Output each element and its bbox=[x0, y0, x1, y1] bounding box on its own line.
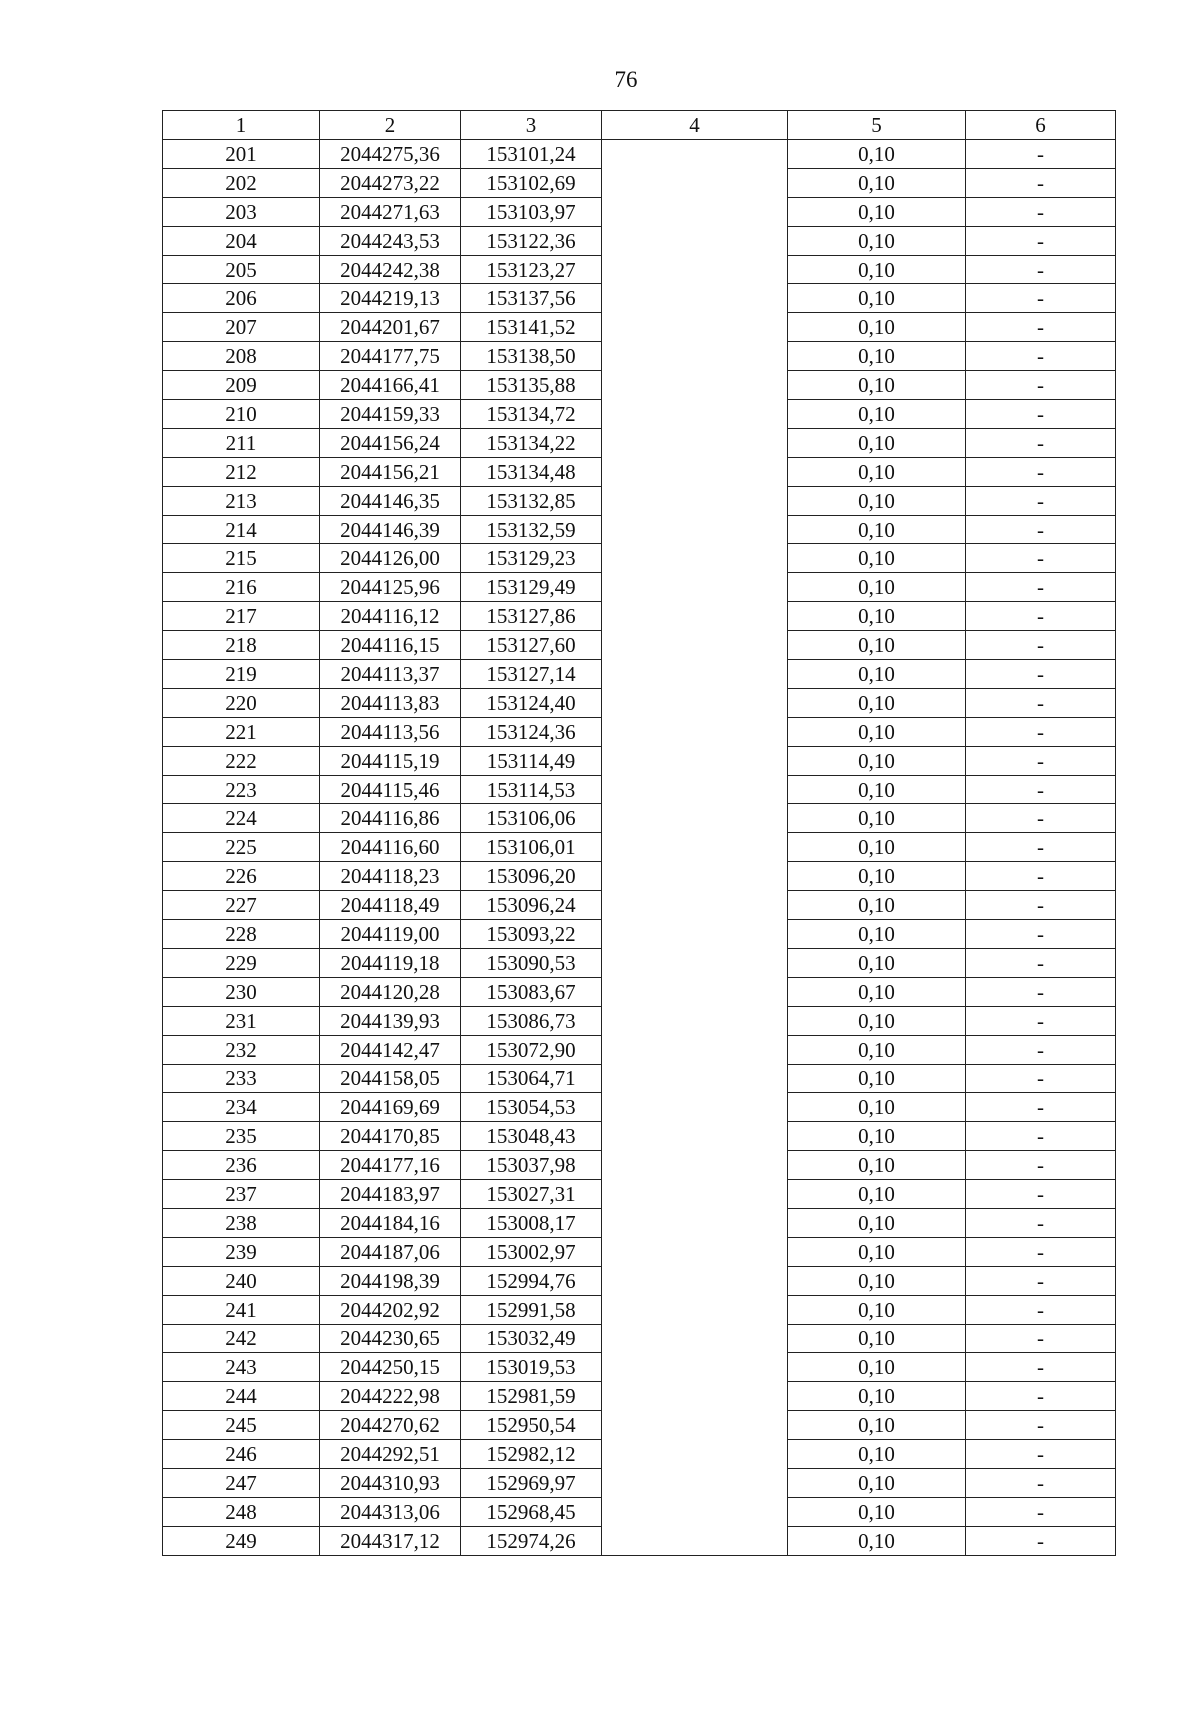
point-number-cell: 203 bbox=[163, 197, 320, 226]
accuracy-cell: 0,10 bbox=[788, 862, 966, 891]
y-coordinate-cell: 152991,58 bbox=[461, 1295, 602, 1324]
point-number-cell: 229 bbox=[163, 948, 320, 977]
note-cell: - bbox=[966, 313, 1116, 342]
x-coordinate-cell: 2044310,93 bbox=[320, 1468, 461, 1497]
y-coordinate-cell: 153114,53 bbox=[461, 775, 602, 804]
x-coordinate-cell: 2044219,13 bbox=[320, 284, 461, 313]
accuracy-cell: 0,10 bbox=[788, 544, 966, 573]
y-coordinate-cell: 153134,72 bbox=[461, 400, 602, 429]
accuracy-cell: 0,10 bbox=[788, 515, 966, 544]
header-row bbox=[163, 111, 1116, 140]
y-coordinate-cell: 152950,54 bbox=[461, 1411, 602, 1440]
coordinates-table bbox=[162, 110, 1116, 1556]
point-number-cell: 210 bbox=[163, 400, 320, 429]
accuracy-cell: 0,10 bbox=[788, 775, 966, 804]
accuracy-cell: 0,10 bbox=[788, 891, 966, 920]
point-number-cell: 213 bbox=[163, 486, 320, 515]
note-cell: - bbox=[966, 1208, 1116, 1237]
y-coordinate-cell: 153083,67 bbox=[461, 977, 602, 1006]
y-coordinate-cell: 153127,86 bbox=[461, 602, 602, 631]
accuracy-cell: 0,10 bbox=[788, 1411, 966, 1440]
accuracy-cell: 0,10 bbox=[788, 486, 966, 515]
x-coordinate-cell: 2044202,92 bbox=[320, 1295, 461, 1324]
x-coordinate-cell: 2044142,47 bbox=[320, 1035, 461, 1064]
note-cell: - bbox=[966, 342, 1116, 371]
y-coordinate-cell: 153103,97 bbox=[461, 197, 602, 226]
point-number-cell: 211 bbox=[163, 428, 320, 457]
point-number-cell: 246 bbox=[163, 1440, 320, 1469]
point-number-cell: 242 bbox=[163, 1324, 320, 1353]
note-cell: - bbox=[966, 1093, 1116, 1122]
point-number-cell: 222 bbox=[163, 746, 320, 775]
x-coordinate-cell: 2044116,12 bbox=[320, 602, 461, 631]
note-cell: - bbox=[966, 428, 1116, 457]
accuracy-cell: 0,10 bbox=[788, 1180, 966, 1209]
column-header-6: 6 bbox=[966, 111, 1116, 140]
note-cell: - bbox=[966, 457, 1116, 486]
y-coordinate-cell: 153008,17 bbox=[461, 1208, 602, 1237]
note-cell: - bbox=[966, 977, 1116, 1006]
note-cell: - bbox=[966, 400, 1116, 429]
point-number-cell: 243 bbox=[163, 1353, 320, 1382]
point-number-cell: 207 bbox=[163, 313, 320, 342]
accuracy-cell: 0,10 bbox=[788, 428, 966, 457]
point-number-cell: 234 bbox=[163, 1093, 320, 1122]
accuracy-cell: 0,10 bbox=[788, 833, 966, 862]
x-coordinate-cell: 2044230,65 bbox=[320, 1324, 461, 1353]
note-cell: - bbox=[966, 862, 1116, 891]
point-number-cell: 230 bbox=[163, 977, 320, 1006]
accuracy-cell: 0,10 bbox=[788, 1440, 966, 1469]
x-coordinate-cell: 2044146,39 bbox=[320, 515, 461, 544]
note-cell: - bbox=[966, 573, 1116, 602]
y-coordinate-cell: 153032,49 bbox=[461, 1324, 602, 1353]
accuracy-cell: 0,10 bbox=[788, 1324, 966, 1353]
x-coordinate-cell: 2044115,46 bbox=[320, 775, 461, 804]
page-number: 76 bbox=[614, 67, 638, 92]
note-cell: - bbox=[966, 920, 1116, 949]
accuracy-cell: 0,10 bbox=[788, 1237, 966, 1266]
note-cell: - bbox=[966, 1006, 1116, 1035]
note-cell: - bbox=[966, 1526, 1116, 1555]
y-coordinate-cell: 153122,36 bbox=[461, 226, 602, 255]
x-coordinate-cell: 2044177,75 bbox=[320, 342, 461, 371]
note-cell: - bbox=[966, 804, 1116, 833]
accuracy-cell: 0,10 bbox=[788, 140, 966, 169]
point-number-cell: 244 bbox=[163, 1382, 320, 1411]
point-number-cell: 212 bbox=[163, 457, 320, 486]
x-coordinate-cell: 2044169,69 bbox=[320, 1093, 461, 1122]
accuracy-cell: 0,10 bbox=[788, 313, 966, 342]
accuracy-cell: 0,10 bbox=[788, 1295, 966, 1324]
point-number-cell: 220 bbox=[163, 688, 320, 717]
x-coordinate-cell: 2044292,51 bbox=[320, 1440, 461, 1469]
point-number-cell: 239 bbox=[163, 1237, 320, 1266]
x-coordinate-cell: 2044159,33 bbox=[320, 400, 461, 429]
y-coordinate-cell: 153101,24 bbox=[461, 140, 602, 169]
note-cell: - bbox=[966, 1497, 1116, 1526]
point-number-cell: 223 bbox=[163, 775, 320, 804]
y-coordinate-cell: 153106,01 bbox=[461, 833, 602, 862]
point-number-cell: 228 bbox=[163, 920, 320, 949]
point-number-cell: 240 bbox=[163, 1266, 320, 1295]
note-cell: - bbox=[966, 891, 1116, 920]
point-number-cell: 245 bbox=[163, 1411, 320, 1440]
note-cell: - bbox=[966, 948, 1116, 977]
accuracy-cell: 0,10 bbox=[788, 717, 966, 746]
note-cell: - bbox=[966, 775, 1116, 804]
accuracy-cell: 0,10 bbox=[788, 1064, 966, 1093]
y-coordinate-cell: 152981,59 bbox=[461, 1382, 602, 1411]
note-cell: - bbox=[966, 544, 1116, 573]
table-header bbox=[163, 111, 1116, 140]
x-coordinate-cell: 2044183,97 bbox=[320, 1180, 461, 1209]
x-coordinate-cell: 2044146,35 bbox=[320, 486, 461, 515]
y-coordinate-cell: 153096,20 bbox=[461, 862, 602, 891]
point-number-cell: 221 bbox=[163, 717, 320, 746]
note-cell: - bbox=[966, 284, 1116, 313]
y-coordinate-cell: 153124,40 bbox=[461, 688, 602, 717]
accuracy-cell: 0,10 bbox=[788, 977, 966, 1006]
note-cell: - bbox=[966, 833, 1116, 862]
x-coordinate-cell: 2044116,15 bbox=[320, 631, 461, 660]
x-coordinate-cell: 2044113,83 bbox=[320, 688, 461, 717]
y-coordinate-cell: 153048,43 bbox=[461, 1122, 602, 1151]
x-coordinate-cell: 2044118,49 bbox=[320, 891, 461, 920]
y-coordinate-cell: 152982,12 bbox=[461, 1440, 602, 1469]
note-cell: - bbox=[966, 631, 1116, 660]
x-coordinate-cell: 2044118,23 bbox=[320, 862, 461, 891]
note-cell: - bbox=[966, 255, 1116, 284]
point-number-cell: 224 bbox=[163, 804, 320, 833]
accuracy-cell: 0,10 bbox=[788, 342, 966, 371]
y-coordinate-cell: 153102,69 bbox=[461, 168, 602, 197]
point-number-cell: 218 bbox=[163, 631, 320, 660]
y-coordinate-cell: 152969,97 bbox=[461, 1468, 602, 1497]
accuracy-cell: 0,10 bbox=[788, 400, 966, 429]
x-coordinate-cell: 2044201,67 bbox=[320, 313, 461, 342]
x-coordinate-cell: 2044184,16 bbox=[320, 1208, 461, 1237]
x-coordinate-cell: 2044113,56 bbox=[320, 717, 461, 746]
point-number-cell: 241 bbox=[163, 1295, 320, 1324]
accuracy-cell: 0,10 bbox=[788, 688, 966, 717]
accuracy-cell: 0,10 bbox=[788, 168, 966, 197]
point-number-cell: 216 bbox=[163, 573, 320, 602]
accuracy-cell: 0,10 bbox=[788, 255, 966, 284]
x-coordinate-cell: 2044187,06 bbox=[320, 1237, 461, 1266]
y-coordinate-cell: 153124,36 bbox=[461, 717, 602, 746]
accuracy-cell: 0,10 bbox=[788, 602, 966, 631]
y-coordinate-cell: 153054,53 bbox=[461, 1093, 602, 1122]
note-cell: - bbox=[966, 746, 1116, 775]
y-coordinate-cell: 153135,88 bbox=[461, 371, 602, 400]
note-cell: - bbox=[966, 1468, 1116, 1497]
y-coordinate-cell: 152974,26 bbox=[461, 1526, 602, 1555]
note-cell: - bbox=[966, 197, 1116, 226]
accuracy-cell: 0,10 bbox=[788, 1497, 966, 1526]
point-number-cell: 249 bbox=[163, 1526, 320, 1555]
note-cell: - bbox=[966, 168, 1116, 197]
note-cell: - bbox=[966, 1122, 1116, 1151]
point-number-cell: 236 bbox=[163, 1151, 320, 1180]
y-coordinate-cell: 153106,06 bbox=[461, 804, 602, 833]
accuracy-cell: 0,10 bbox=[788, 1122, 966, 1151]
y-coordinate-cell: 152994,76 bbox=[461, 1266, 602, 1295]
y-coordinate-cell: 153086,73 bbox=[461, 1006, 602, 1035]
point-number-cell: 208 bbox=[163, 342, 320, 371]
x-coordinate-cell: 2044250,15 bbox=[320, 1353, 461, 1382]
column-header-4: 4 bbox=[602, 111, 788, 140]
point-number-cell: 204 bbox=[163, 226, 320, 255]
point-number-cell: 248 bbox=[163, 1497, 320, 1526]
x-coordinate-cell: 2044125,96 bbox=[320, 573, 461, 602]
table-body bbox=[163, 140, 1116, 1556]
note-cell: - bbox=[966, 371, 1116, 400]
y-coordinate-cell: 153002,97 bbox=[461, 1237, 602, 1266]
note-cell: - bbox=[966, 1266, 1116, 1295]
y-coordinate-cell: 153064,71 bbox=[461, 1064, 602, 1093]
note-cell: - bbox=[966, 602, 1116, 631]
y-coordinate-cell: 153129,49 bbox=[461, 573, 602, 602]
y-coordinate-cell: 153134,22 bbox=[461, 428, 602, 457]
y-coordinate-cell: 153127,14 bbox=[461, 660, 602, 689]
y-coordinate-cell: 153037,98 bbox=[461, 1151, 602, 1180]
point-number-cell: 219 bbox=[163, 660, 320, 689]
note-cell: - bbox=[966, 660, 1116, 689]
point-number-cell: 209 bbox=[163, 371, 320, 400]
accuracy-cell: 0,10 bbox=[788, 631, 966, 660]
point-number-cell: 227 bbox=[163, 891, 320, 920]
y-coordinate-cell: 153141,52 bbox=[461, 313, 602, 342]
point-number-cell: 215 bbox=[163, 544, 320, 573]
accuracy-cell: 0,10 bbox=[788, 948, 966, 977]
x-coordinate-cell: 2044126,00 bbox=[320, 544, 461, 573]
y-coordinate-cell: 153123,27 bbox=[461, 255, 602, 284]
x-coordinate-cell: 2044313,06 bbox=[320, 1497, 461, 1526]
point-number-cell: 237 bbox=[163, 1180, 320, 1209]
note-cell: - bbox=[966, 1440, 1116, 1469]
x-coordinate-cell: 2044139,93 bbox=[320, 1006, 461, 1035]
x-coordinate-cell: 2044113,37 bbox=[320, 660, 461, 689]
x-coordinate-cell: 2044242,38 bbox=[320, 255, 461, 284]
point-number-cell: 247 bbox=[163, 1468, 320, 1497]
x-coordinate-cell: 2044156,21 bbox=[320, 457, 461, 486]
note-cell: - bbox=[966, 1035, 1116, 1064]
note-cell: - bbox=[966, 717, 1116, 746]
x-coordinate-cell: 2044115,19 bbox=[320, 746, 461, 775]
accuracy-cell: 0,10 bbox=[788, 573, 966, 602]
y-coordinate-cell: 153090,53 bbox=[461, 948, 602, 977]
y-coordinate-cell: 153114,49 bbox=[461, 746, 602, 775]
point-number-cell: 201 bbox=[163, 140, 320, 169]
note-cell: - bbox=[966, 688, 1116, 717]
note-cell: - bbox=[966, 1180, 1116, 1209]
y-coordinate-cell: 153132,59 bbox=[461, 515, 602, 544]
point-number-cell: 202 bbox=[163, 168, 320, 197]
y-coordinate-cell: 153134,48 bbox=[461, 457, 602, 486]
accuracy-cell: 0,10 bbox=[788, 226, 966, 255]
accuracy-cell: 0,10 bbox=[788, 1353, 966, 1382]
accuracy-cell: 0,10 bbox=[788, 1151, 966, 1180]
point-number-cell: 217 bbox=[163, 602, 320, 631]
table-row bbox=[163, 140, 1116, 169]
x-coordinate-cell: 2044119,00 bbox=[320, 920, 461, 949]
y-coordinate-cell: 153137,56 bbox=[461, 284, 602, 313]
y-coordinate-cell: 153072,90 bbox=[461, 1035, 602, 1064]
note-cell: - bbox=[966, 1151, 1116, 1180]
accuracy-cell: 0,10 bbox=[788, 746, 966, 775]
x-coordinate-cell: 2044222,98 bbox=[320, 1382, 461, 1411]
note-cell: - bbox=[966, 1411, 1116, 1440]
column-header-3: 3 bbox=[461, 111, 602, 140]
x-coordinate-cell: 2044273,22 bbox=[320, 168, 461, 197]
note-cell: - bbox=[966, 486, 1116, 515]
x-coordinate-cell: 2044177,16 bbox=[320, 1151, 461, 1180]
point-number-cell: 235 bbox=[163, 1122, 320, 1151]
note-cell: - bbox=[966, 226, 1116, 255]
x-coordinate-cell: 2044119,18 bbox=[320, 948, 461, 977]
note-cell: - bbox=[966, 1324, 1116, 1353]
accuracy-cell: 0,10 bbox=[788, 1093, 966, 1122]
y-coordinate-cell: 153096,24 bbox=[461, 891, 602, 920]
note-cell: - bbox=[966, 140, 1116, 169]
point-number-cell: 233 bbox=[163, 1064, 320, 1093]
accuracy-cell: 0,10 bbox=[788, 1382, 966, 1411]
x-coordinate-cell: 2044275,36 bbox=[320, 140, 461, 169]
accuracy-cell: 0,10 bbox=[788, 457, 966, 486]
note-cell: - bbox=[966, 1353, 1116, 1382]
note-cell: - bbox=[966, 1382, 1116, 1411]
accuracy-cell: 0,10 bbox=[788, 1035, 966, 1064]
accuracy-cell: 0,10 bbox=[788, 660, 966, 689]
point-number-cell: 231 bbox=[163, 1006, 320, 1035]
y-coordinate-cell: 153138,50 bbox=[461, 342, 602, 371]
point-number-cell: 238 bbox=[163, 1208, 320, 1237]
point-number-cell: 225 bbox=[163, 833, 320, 862]
x-coordinate-cell: 2044271,63 bbox=[320, 197, 461, 226]
x-coordinate-cell: 2044270,62 bbox=[320, 1411, 461, 1440]
y-coordinate-cell: 153127,60 bbox=[461, 631, 602, 660]
accuracy-cell: 0,10 bbox=[788, 920, 966, 949]
column-header-2: 2 bbox=[320, 111, 461, 140]
point-number-cell: 205 bbox=[163, 255, 320, 284]
y-coordinate-cell: 152968,45 bbox=[461, 1497, 602, 1526]
accuracy-cell: 0,10 bbox=[788, 284, 966, 313]
column-header-5: 5 bbox=[788, 111, 966, 140]
x-coordinate-cell: 2044158,05 bbox=[320, 1064, 461, 1093]
accuracy-cell: 0,10 bbox=[788, 1006, 966, 1035]
x-coordinate-cell: 2044170,85 bbox=[320, 1122, 461, 1151]
accuracy-cell: 0,10 bbox=[788, 804, 966, 833]
accuracy-cell: 0,10 bbox=[788, 1208, 966, 1237]
x-coordinate-cell: 2044120,28 bbox=[320, 977, 461, 1006]
accuracy-cell: 0,10 bbox=[788, 371, 966, 400]
point-number-cell: 226 bbox=[163, 862, 320, 891]
y-coordinate-cell: 153129,23 bbox=[461, 544, 602, 573]
accuracy-cell: 0,10 bbox=[788, 1468, 966, 1497]
note-cell: - bbox=[966, 515, 1116, 544]
accuracy-cell: 0,10 bbox=[788, 1266, 966, 1295]
column-header-1: 1 bbox=[163, 111, 320, 140]
x-coordinate-cell: 2044317,12 bbox=[320, 1526, 461, 1555]
y-coordinate-cell: 153027,31 bbox=[461, 1180, 602, 1209]
column-4-merged-cell bbox=[602, 140, 788, 1556]
note-cell: - bbox=[966, 1237, 1116, 1266]
x-coordinate-cell: 2044116,60 bbox=[320, 833, 461, 862]
point-number-cell: 214 bbox=[163, 515, 320, 544]
x-coordinate-cell: 2044156,24 bbox=[320, 428, 461, 457]
note-cell: - bbox=[966, 1295, 1116, 1324]
y-coordinate-cell: 153132,85 bbox=[461, 486, 602, 515]
point-number-cell: 232 bbox=[163, 1035, 320, 1064]
x-coordinate-cell: 2044116,86 bbox=[320, 804, 461, 833]
point-number-cell: 206 bbox=[163, 284, 320, 313]
y-coordinate-cell: 153093,22 bbox=[461, 920, 602, 949]
y-coordinate-cell: 153019,53 bbox=[461, 1353, 602, 1382]
accuracy-cell: 0,10 bbox=[788, 197, 966, 226]
accuracy-cell: 0,10 bbox=[788, 1526, 966, 1555]
x-coordinate-cell: 2044243,53 bbox=[320, 226, 461, 255]
x-coordinate-cell: 2044198,39 bbox=[320, 1266, 461, 1295]
note-cell: - bbox=[966, 1064, 1116, 1093]
x-coordinate-cell: 2044166,41 bbox=[320, 371, 461, 400]
